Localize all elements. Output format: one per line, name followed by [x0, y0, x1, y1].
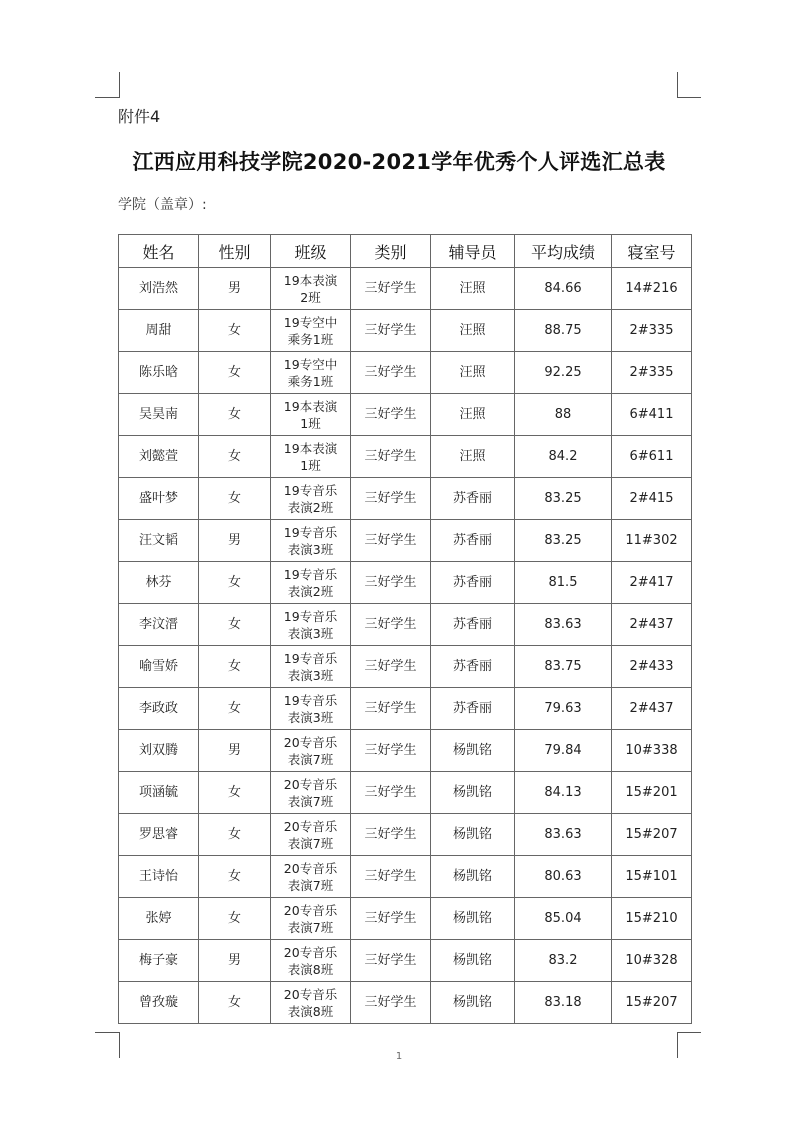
cell-class	[271, 688, 351, 730]
cell-class	[271, 814, 351, 856]
cell-gender: 女	[199, 478, 271, 520]
cell-category: 三好学生	[351, 478, 431, 520]
cell-gender: 女	[199, 394, 271, 436]
cell-class	[271, 352, 351, 394]
cell-category: 三好学生	[351, 394, 431, 436]
cell-name: 罗思睿	[119, 814, 199, 856]
cell-name: 汪文韬	[119, 520, 199, 562]
cell-average-score: 83.25	[515, 478, 612, 520]
cell-class-text: 19专空中乘务1班	[283, 314, 338, 347]
cell-name: 刘懿萱	[119, 436, 199, 478]
cell-category: 三好学生	[351, 562, 431, 604]
cell-class	[271, 478, 351, 520]
cell-category: 三好学生	[351, 730, 431, 772]
cell-average-score: 83.2	[515, 940, 612, 982]
cell-name: 梅子豪	[119, 940, 199, 982]
cell-gender: 女	[199, 856, 271, 898]
cell-dorm-room: 15#201	[612, 772, 692, 814]
cell-category: 三好学生	[351, 982, 431, 1024]
table-row	[119, 562, 692, 604]
cell-class	[271, 772, 351, 814]
cell-average-score: 88	[515, 394, 612, 436]
cell-class	[271, 520, 351, 562]
cell-name: 陈乐晗	[119, 352, 199, 394]
cell-class-text: 19专音乐表演2班	[283, 566, 338, 599]
cell-class-text: 19本表演2班	[283, 272, 338, 305]
table-row	[119, 856, 692, 898]
cell-dorm-room: 10#328	[612, 940, 692, 982]
cell-name: 林芬	[119, 562, 199, 604]
cell-average-score: 84.13	[515, 772, 612, 814]
cell-class-text: 20专音乐表演8班	[283, 986, 338, 1019]
cell-dorm-room: 15#210	[612, 898, 692, 940]
cell-counselor: 苏香丽	[431, 604, 515, 646]
cell-gender: 男	[199, 730, 271, 772]
table-row	[119, 982, 692, 1024]
cell-counselor: 杨凯铭	[431, 982, 515, 1024]
cell-counselor: 苏香丽	[431, 646, 515, 688]
cell-class-text: 19专音乐表演2班	[283, 482, 338, 515]
cell-category: 三好学生	[351, 772, 431, 814]
cell-counselor: 杨凯铭	[431, 940, 515, 982]
cell-category: 三好学生	[351, 646, 431, 688]
table-row	[119, 310, 692, 352]
cell-gender: 女	[199, 646, 271, 688]
table-row	[119, 646, 692, 688]
cell-class-text: 20专音乐表演7班	[283, 734, 338, 767]
cell-gender: 女	[199, 310, 271, 352]
cell-name: 吴昊南	[119, 394, 199, 436]
column-header-dorm-room: 寝室号	[612, 235, 692, 268]
cell-gender: 女	[199, 352, 271, 394]
cell-name: 刘双腾	[119, 730, 199, 772]
cell-class-text: 20专音乐表演7班	[283, 776, 338, 809]
cell-gender: 女	[199, 814, 271, 856]
cell-name: 喻雪娇	[119, 646, 199, 688]
cell-class-text: 20专音乐表演8班	[283, 944, 338, 977]
cell-average-score: 92.25	[515, 352, 612, 394]
cell-dorm-room: 10#338	[612, 730, 692, 772]
cell-category: 三好学生	[351, 436, 431, 478]
column-header-class: 班级	[271, 235, 351, 268]
cell-gender: 女	[199, 982, 271, 1024]
cell-category: 三好学生	[351, 814, 431, 856]
table-row	[119, 688, 692, 730]
cell-counselor: 汪照	[431, 394, 515, 436]
cell-name: 刘浩然	[119, 268, 199, 310]
cell-counselor: 苏香丽	[431, 478, 515, 520]
cell-average-score: 84.2	[515, 436, 612, 478]
column-header-category: 类别	[351, 235, 431, 268]
table-row	[119, 814, 692, 856]
table-body	[119, 268, 692, 1024]
cell-class-text: 19专音乐表演3班	[283, 692, 338, 725]
cell-average-score: 83.25	[515, 520, 612, 562]
document-title: 江西应用科技学院2020-2021学年优秀个人评选汇总表	[132, 150, 666, 174]
award-summary-table	[118, 234, 692, 1024]
cell-name: 周甜	[119, 310, 199, 352]
cell-average-score: 79.63	[515, 688, 612, 730]
cell-counselor: 苏香丽	[431, 688, 515, 730]
table-row	[119, 898, 692, 940]
cell-average-score: 88.75	[515, 310, 612, 352]
cell-class-text: 20专音乐表演7班	[283, 860, 338, 893]
cell-dorm-room: 6#411	[612, 394, 692, 436]
cell-gender: 男	[199, 940, 271, 982]
table-row	[119, 268, 692, 310]
cell-dorm-room: 2#433	[612, 646, 692, 688]
cell-class-text: 19专空中乘务1班	[283, 356, 338, 389]
cell-class-text: 19专音乐表演3班	[283, 650, 338, 683]
cell-dorm-room: 2#437	[612, 604, 692, 646]
cell-counselor: 杨凯铭	[431, 814, 515, 856]
cell-counselor: 苏香丽	[431, 562, 515, 604]
cell-gender: 男	[199, 520, 271, 562]
cell-dorm-room: 2#415	[612, 478, 692, 520]
cell-dorm-room: 2#437	[612, 688, 692, 730]
cell-average-score: 84.66	[515, 268, 612, 310]
college-stamp-label: 学院（盖章）:	[118, 197, 207, 213]
cell-gender: 女	[199, 562, 271, 604]
cell-dorm-room: 2#335	[612, 352, 692, 394]
cell-class	[271, 646, 351, 688]
cell-class-text: 19专音乐表演3班	[283, 608, 338, 641]
cell-gender: 男	[199, 268, 271, 310]
page-number: 1	[395, 1051, 403, 1062]
cell-class	[271, 394, 351, 436]
cell-average-score: 83.18	[515, 982, 612, 1024]
table-row	[119, 478, 692, 520]
cell-dorm-room: 15#207	[612, 814, 692, 856]
cell-counselor: 苏香丽	[431, 520, 515, 562]
cell-counselor: 汪照	[431, 436, 515, 478]
cell-class	[271, 436, 351, 478]
cell-category: 三好学生	[351, 604, 431, 646]
cell-name: 李政政	[119, 688, 199, 730]
table-row	[119, 940, 692, 982]
cell-dorm-room: 15#101	[612, 856, 692, 898]
cell-dorm-room: 11#302	[612, 520, 692, 562]
column-header-average-score: 平均成绩	[515, 235, 612, 268]
cell-name: 李汶溍	[119, 604, 199, 646]
cell-counselor: 汪照	[431, 268, 515, 310]
table-header-row	[119, 235, 692, 268]
cell-class	[271, 310, 351, 352]
table-row	[119, 394, 692, 436]
cell-class-text: 19专音乐表演3班	[283, 524, 338, 557]
cell-name: 盛叶梦	[119, 478, 199, 520]
cell-gender: 女	[199, 898, 271, 940]
cell-class-text: 19本表演1班	[283, 440, 338, 473]
cell-dorm-room: 2#417	[612, 562, 692, 604]
cell-category: 三好学生	[351, 310, 431, 352]
cell-average-score: 81.5	[515, 562, 612, 604]
cell-average-score: 83.75	[515, 646, 612, 688]
cell-category: 三好学生	[351, 940, 431, 982]
table-row	[119, 730, 692, 772]
attachment-label: 附件4	[118, 107, 161, 126]
cell-category: 三好学生	[351, 352, 431, 394]
cell-class	[271, 940, 351, 982]
cell-class	[271, 730, 351, 772]
cell-counselor: 杨凯铭	[431, 772, 515, 814]
cell-counselor: 汪照	[431, 310, 515, 352]
cell-category: 三好学生	[351, 520, 431, 562]
cell-name: 项涵毓	[119, 772, 199, 814]
column-header-counselor: 辅导员	[431, 235, 515, 268]
cell-gender: 女	[199, 688, 271, 730]
cell-average-score: 79.84	[515, 730, 612, 772]
cell-dorm-room: 14#216	[612, 268, 692, 310]
cell-counselor: 杨凯铭	[431, 730, 515, 772]
column-header-gender: 性别	[199, 235, 271, 268]
cell-counselor: 杨凯铭	[431, 856, 515, 898]
cell-class-text: 20专音乐表演7班	[283, 818, 338, 851]
cell-name: 张婷	[119, 898, 199, 940]
cell-class-text: 20专音乐表演7班	[283, 902, 338, 935]
cell-class	[271, 562, 351, 604]
cell-dorm-room: 6#611	[612, 436, 692, 478]
cell-average-score: 83.63	[515, 604, 612, 646]
column-header-name: 姓名	[119, 235, 199, 268]
cell-class-text: 19本表演1班	[283, 398, 338, 431]
cell-counselor: 杨凯铭	[431, 898, 515, 940]
cell-counselor: 汪照	[431, 352, 515, 394]
cell-dorm-room: 2#335	[612, 310, 692, 352]
cell-average-score: 85.04	[515, 898, 612, 940]
table-row	[119, 352, 692, 394]
cell-gender: 女	[199, 436, 271, 478]
table-row	[119, 772, 692, 814]
cell-category: 三好学生	[351, 688, 431, 730]
cell-class	[271, 268, 351, 310]
cell-category: 三好学生	[351, 268, 431, 310]
cell-name: 曾孜璇	[119, 982, 199, 1024]
table-row	[119, 604, 692, 646]
cell-class	[271, 898, 351, 940]
table-row	[119, 436, 692, 478]
cell-category: 三好学生	[351, 856, 431, 898]
cell-category: 三好学生	[351, 898, 431, 940]
cell-class	[271, 856, 351, 898]
cell-gender: 女	[199, 604, 271, 646]
table-row	[119, 520, 692, 562]
cell-dorm-room: 15#207	[612, 982, 692, 1024]
cell-class	[271, 604, 351, 646]
cell-average-score: 80.63	[515, 856, 612, 898]
cell-gender: 女	[199, 772, 271, 814]
cell-average-score: 83.63	[515, 814, 612, 856]
cell-name: 王诗怡	[119, 856, 199, 898]
cell-class	[271, 982, 351, 1024]
